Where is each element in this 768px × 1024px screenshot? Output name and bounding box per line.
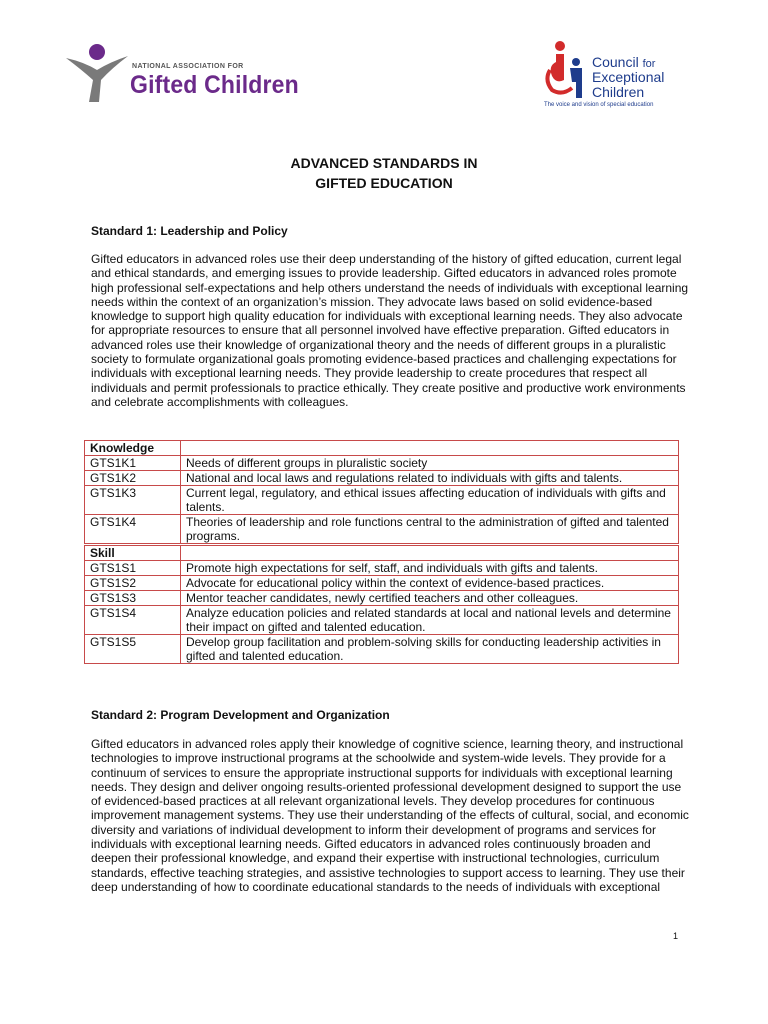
standard-text: Theories of leadership and role functions central to the administration of gifted and talented programs. bbox=[181, 515, 679, 544]
standard2-paragraph: Gifted educators in advanced roles apply their knowledge of cognitive science, learning theory, and instructional technologies to improve instructional programs at the schoolwide and system-wide levels. They provide for a continuum of services to ensure the appropriate instructional supports for individuals with exceptional learning needs. They design and deliver ongoing results-oriented professional development designed to support the use of evidenced-based practices at all relevant organizational levels. They develop procedures for continuous improvement management systems. They use their understanding of the effects of cultural, social, and economic diversity and variations of individual development to inform their development of programs and services for individuals with exceptional learning needs. Gifted educators in advanced roles continuously broaden and deepen their professional knowledge, and expand their expertise with instructional technologies, curriculum standards, effective teaching strategies, and assistive technologies to support access to learning. They use their deep understanding of how to coordinate educational standards to the needs of individuals with exceptional bbox=[91, 737, 689, 894]
cec-logo bbox=[540, 38, 700, 114]
cec-logo-tagline: The voice and vision of special education bbox=[544, 102, 654, 108]
standard2-heading: Standard 2: Program Development and Organization bbox=[91, 708, 390, 722]
table-row bbox=[85, 515, 679, 544]
nagc-logo-title: Gifted Children bbox=[130, 71, 299, 99]
table-section-header bbox=[85, 441, 679, 456]
cec-logo-line2: Exceptional bbox=[592, 69, 665, 85]
standard-text: Advocate for educational policy within the context of evidence-based practices. bbox=[181, 576, 679, 591]
standard-code: GTS1K4 bbox=[85, 515, 181, 544]
table-row bbox=[85, 471, 679, 486]
nagc-logo-small-text: NATIONAL ASSOCIATION FOR bbox=[132, 63, 244, 70]
table-row bbox=[85, 635, 679, 664]
standard-text: Needs of different groups in pluralistic society bbox=[181, 456, 679, 471]
standard1-heading: Standard 1: Leadership and Policy bbox=[91, 224, 288, 238]
standard-text: Current legal, regulatory, and ethical issues affecting education of individuals with gifts and talents. bbox=[181, 486, 679, 515]
standard-code: GTS1S2 bbox=[85, 576, 181, 591]
table-row bbox=[85, 456, 679, 471]
cec-logo-line1: Council for bbox=[592, 54, 656, 70]
page-number: 1 bbox=[673, 931, 679, 941]
skill-label: Skill bbox=[85, 546, 181, 561]
skill-table bbox=[84, 545, 679, 664]
nagc-logo bbox=[62, 40, 299, 110]
table-section-header bbox=[85, 546, 679, 561]
table-row bbox=[85, 561, 679, 576]
standard-text: National and local laws and regulations related to individuals with gifts and talents. bbox=[181, 471, 679, 486]
standard-text: Develop group facilitation and problem-solving skills for conducting leadership activities in gifted and talented education. bbox=[181, 635, 679, 664]
standard-code: GTS1S5 bbox=[85, 635, 181, 664]
standard-code: GTS1K3 bbox=[85, 486, 181, 515]
document-title-line1: ADVANCED STANDARDS IN bbox=[290, 155, 478, 171]
table-row bbox=[85, 576, 679, 591]
knowledge-table bbox=[84, 440, 679, 544]
table-row bbox=[85, 606, 679, 635]
table-row bbox=[85, 591, 679, 606]
standard1-paragraph: Gifted educators in advanced roles use their deep understanding of the history of gifted education, current legal and ethical standards, and emerging issues to provide leadership. Gifted educators in advanced roles promote high professional self-expectations and help others understand the needs of individuals with exceptional learning needs within the context of an organization’s mission. They advocate laws based on solid evidence-based knowledge to support high quality education for individuals with exceptional learning needs. They also advocate for appropriate resources to ensure that all personnel involved have effective preparation. Gifted educators in advanced roles use their knowledge of organizational theory and the needs of different groups in a pluralistic society to formulate organizational goals promoting evidence-based practices and challenging expectations for individuals with exceptional learning needs. They provide leadership to create procedures that respect all individuals and permit professionals to practice ethically. They create positive and productive work environments and celebrate accomplishments with colleagues. bbox=[91, 252, 689, 409]
knowledge-label: Knowledge bbox=[85, 441, 181, 456]
standard-text: Promote high expectations for self, staff, and individuals with gifts and talents. bbox=[181, 561, 679, 576]
standard-code: GTS1S3 bbox=[85, 591, 181, 606]
document-title-line2: GIFTED EDUCATION bbox=[315, 175, 453, 191]
standard-code: GTS1K1 bbox=[85, 456, 181, 471]
table-row bbox=[85, 486, 679, 515]
nagc-figure-icon bbox=[62, 40, 132, 110]
standard-text: Analyze education policies and related standards at local and national levels and determine their impact on gifted and talented education. bbox=[181, 606, 679, 635]
cec-logo-line3: Children bbox=[592, 84, 645, 100]
standard-code: GTS1S4 bbox=[85, 606, 181, 635]
cec-figure-icon bbox=[542, 40, 592, 102]
standard-text: Mentor teacher candidates, newly certified teachers and other colleagues. bbox=[181, 591, 679, 606]
standard-code: GTS1K2 bbox=[85, 471, 181, 486]
standard-code: GTS1S1 bbox=[85, 561, 181, 576]
